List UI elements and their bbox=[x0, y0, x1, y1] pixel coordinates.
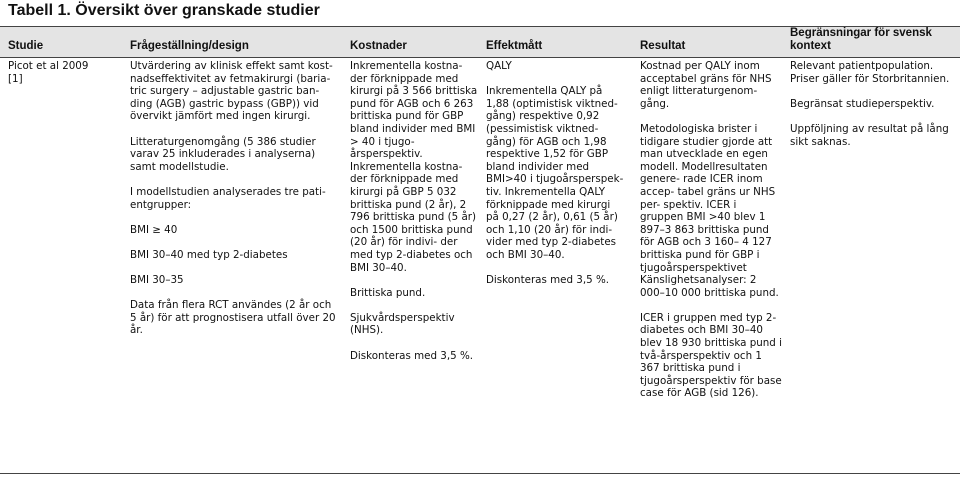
effektmatt-paragraph: Diskonteras med 3,5 %. bbox=[486, 274, 610, 287]
header-kostnader: Kostnader bbox=[350, 40, 407, 52]
header-effektmatt: Effektmått bbox=[486, 40, 543, 52]
cell-studie bbox=[8, 60, 118, 85]
resultat-paragraph: Metodologiska brister i tidigare studier gjorde att man utvecklade en egen modell. Modellresultaten genere- rade ICER inom accep- tabel gräns ur NHS per- spektiv. ICER i gruppen BMI >40 blev 1 897–3 863 brittiska pund för AGB och 3 160– 4 127 brittiska pund för GBP i tjugoårsperspektivet Känslighetsanalyser: 2 000–10 000 brittiska pund. bbox=[640, 122, 779, 299]
fragestallning-paragraph: Data från flera RCT användes (2 år och 5 år) för att prognostisera utfall över 20 år. bbox=[130, 299, 336, 337]
fragestallning-group: BMI ≥ 40 bbox=[130, 223, 178, 236]
kostnader-paragraph: Brittiska pund. bbox=[350, 286, 426, 299]
fragestallning-paragraph: I modellstudien analyserades tre pati- entgrupper: bbox=[130, 185, 326, 211]
header-begransningar-line1: Begränsningar för svensk bbox=[790, 27, 932, 39]
resultat-paragraph: ICER i gruppen med typ 2-diabetes och BMI 30–40 blev 18 930 brittiska pund i två-årsperspektiv och 1 367 brittiska pund i tjugoårsperspektiv för base case för AGB (sid 126). bbox=[640, 311, 782, 400]
begransningar-paragraph: Uppföljning av resultat på lång sikt saknas. bbox=[790, 122, 949, 148]
header-begransningar bbox=[790, 27, 932, 53]
cell-begransningar bbox=[790, 60, 955, 148]
header-studie: Studie bbox=[8, 40, 44, 52]
table-header-row bbox=[0, 26, 960, 58]
fragestallning-paragraph: Utvärdering av klinisk effekt samt kost- nadseffektivitet av fetmakirurgi (baria- tric surgery – adjustable gastric ban- ding (AGB) gastric bypass (GBP)) vid övervikt jämfört med ingen kirurgi. bbox=[130, 60, 333, 123]
header-fragestallning: Frågeställning/design bbox=[130, 40, 249, 52]
kostnader-paragraph: Diskonteras med 3,5 %. bbox=[350, 349, 474, 362]
begransningar-paragraph: Begränsat studieperspektiv. bbox=[790, 97, 935, 110]
cell-effektmatt bbox=[486, 60, 626, 287]
study-author: Picot et al 2009 bbox=[8, 60, 89, 72]
resultat-paragraph: Kostnad per QALY inom acceptabel gräns för NHS enligt litteraturgenom- gång. bbox=[640, 60, 772, 110]
fragestallning-paragraph: Litteraturgenomgång (5 386 studier varav 25 inkluderades i analyserna) samt modellstudie. bbox=[130, 135, 316, 173]
header-begransningar-line2: kontext bbox=[790, 40, 831, 52]
effektmatt-paragraph: Inkrementella QALY på 1,88 (optimistisk viktned- gång) respektive 0,92 (pessimistisk viktned- gång) för AGB och 1,98 respektive 1,52 för GBP bland individer med BMI>40 i tjugoårsperspek- tiv. Inkrementella QALY förknippade med kirurgi på 0,27 (2 år), 0,61 (5 år) och 1,10 (20 år) för indi- vider med typ 2-diabetes och BMI 30–40. bbox=[486, 85, 624, 261]
cell-fragestallning bbox=[130, 60, 340, 337]
cell-kostnader bbox=[350, 60, 480, 362]
effektmatt-paragraph: QALY bbox=[486, 60, 512, 72]
fragestallning-group: BMI 30–35 bbox=[130, 274, 184, 287]
cell-resultat bbox=[640, 60, 782, 400]
fragestallning-group: BMI 30–40 med typ 2-diabetes bbox=[130, 248, 288, 261]
study-reference: [1] bbox=[8, 72, 23, 85]
table-title: Tabell 1. Översikt över granskade studier bbox=[8, 2, 320, 19]
kostnader-paragraph: Inkrementella kostna- der förknippade med kirurgi på 3 566 brittiska pund för AGB och 6 263 brittiska pund för GBP bland individer med BMI > 40 i tjugo- årsperspektiv. Inkrementella kostna- der förknippade med kirurgi på GBP 5 032 brittiska pund (2 år), 2 796 brittiska pund (5 år) och 1500 brittiska pund (20 år) för indivi- der med typ 2-diabetes och BMI 30–40. bbox=[350, 60, 478, 274]
header-resultat: Resultat bbox=[640, 40, 686, 52]
kostnader-paragraph: Sjukvårdsperspektiv (NHS). bbox=[350, 311, 455, 337]
table-bottom-rule bbox=[0, 473, 960, 474]
begransningar-paragraph: Relevant patientpopulation. Priser gäller för Storbritannien. bbox=[790, 60, 950, 85]
